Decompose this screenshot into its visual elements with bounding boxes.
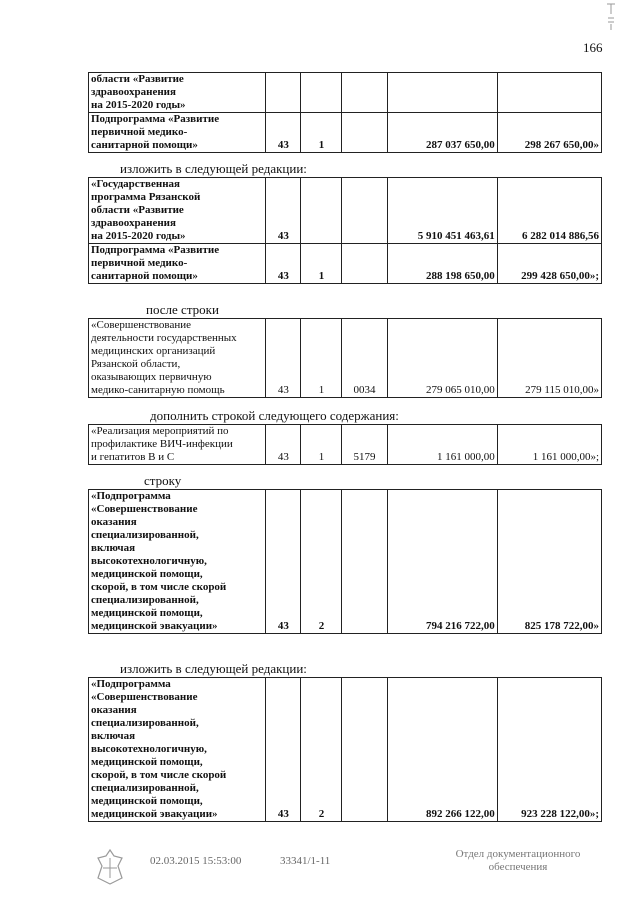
row-name-line: деятельности государственных bbox=[91, 332, 237, 344]
row-name-line: оказания bbox=[91, 704, 137, 716]
row-name-line: Рязанской области, bbox=[91, 358, 181, 370]
row-name-line: специализированной, bbox=[91, 529, 199, 541]
activity-code-cell bbox=[342, 178, 387, 244]
table-row bbox=[89, 425, 602, 465]
row-name-line: специализированной, bbox=[91, 594, 199, 606]
stamp-line: обеспечения bbox=[488, 861, 548, 873]
subprogram-code-cell bbox=[301, 178, 342, 244]
amount-2015-cell: 794 216 722,00 bbox=[387, 490, 497, 634]
amount-2016-cell: 825 178 722,00» bbox=[497, 490, 601, 634]
amount-2015-cell: 892 266 122,00 bbox=[387, 678, 497, 822]
row-name-line: медицинских организаций bbox=[91, 345, 216, 357]
row-name-line: высокотехнологичную, bbox=[91, 743, 207, 755]
budget-table bbox=[88, 489, 602, 634]
row-name-line: оказывающих первичную bbox=[91, 371, 212, 383]
activity-code-cell: 0034 bbox=[342, 319, 387, 398]
budget-table bbox=[88, 677, 602, 822]
ministry-code-cell: 43 bbox=[266, 490, 301, 634]
table-row bbox=[89, 244, 602, 284]
ministry-code-cell: 43 bbox=[266, 113, 301, 153]
budget-table bbox=[88, 177, 602, 284]
amount-2015-cell: 287 037 650,00 bbox=[387, 113, 497, 153]
amount-2015-cell: 5 910 451 463,61 bbox=[387, 178, 497, 244]
emblem-icon bbox=[92, 848, 128, 886]
row-name-line: скорой, в том числе скорой bbox=[91, 769, 227, 781]
subprogram-code-cell: 1 bbox=[301, 319, 342, 398]
row-name-line: медицинской помощи, bbox=[91, 607, 203, 619]
activity-code-cell bbox=[342, 244, 387, 284]
section-caption: строку bbox=[144, 473, 182, 488]
row-name-line: программа Рязанской bbox=[91, 191, 201, 203]
table-row bbox=[89, 678, 602, 822]
amount-2016-cell bbox=[497, 73, 601, 113]
row-name-line: профилактике ВИЧ-инфекции bbox=[91, 438, 233, 450]
subprogram-code-cell: 1 bbox=[301, 425, 342, 465]
corner-stamp-mark bbox=[604, 2, 618, 32]
row-name-line: санитарной помощи» bbox=[91, 139, 198, 151]
row-name-line: здравоохранения bbox=[91, 217, 176, 229]
budget-table bbox=[88, 72, 602, 153]
table-row bbox=[89, 113, 602, 153]
subprogram-code-cell: 1 bbox=[301, 113, 342, 153]
row-name-line: Подпрограмма «Развитие bbox=[91, 113, 220, 125]
row-name-line: специализированной, bbox=[91, 782, 199, 794]
activity-code-cell bbox=[342, 678, 387, 822]
row-name-line: первичной медико- bbox=[91, 257, 188, 269]
row-name-line: медицинской помощи, bbox=[91, 795, 203, 807]
amount-2016-cell: 299 428 650,00»; bbox=[497, 244, 601, 284]
row-name-line: высокотехнологичную, bbox=[91, 555, 207, 567]
row-name-line: медико-санитарную помощь bbox=[91, 384, 225, 396]
page-number: 166 bbox=[583, 40, 603, 55]
row-name-line: области «Развитие bbox=[91, 204, 184, 216]
department-stamp bbox=[418, 848, 618, 874]
row-name-line: включая bbox=[91, 542, 136, 554]
row-name-line: здравоохранения bbox=[91, 86, 176, 98]
row-name-cell bbox=[89, 73, 266, 113]
row-name-line: специализированной, bbox=[91, 717, 199, 729]
row-name-cell bbox=[89, 490, 266, 634]
amount-2015-cell: 279 065 010,00 bbox=[387, 319, 497, 398]
row-name-line: на 2015-2020 годы» bbox=[91, 99, 186, 111]
ministry-code-cell: 43 bbox=[266, 244, 301, 284]
row-name-line: «Подпрограмма bbox=[91, 678, 171, 690]
ministry-code-cell: 43 bbox=[266, 425, 301, 465]
ministry-code-cell bbox=[266, 73, 301, 113]
table-row bbox=[89, 319, 602, 398]
row-name-line: на 2015-2020 годы» bbox=[91, 230, 186, 242]
amount-2016-cell: 279 115 010,00» bbox=[497, 319, 601, 398]
row-name-line: «Реализация мероприятий по bbox=[91, 425, 229, 437]
table-row bbox=[89, 490, 602, 634]
subprogram-code-cell: 2 bbox=[301, 678, 342, 822]
subprogram-code-cell bbox=[301, 73, 342, 113]
subprogram-code-cell: 1 bbox=[301, 244, 342, 284]
budget-table bbox=[88, 318, 602, 398]
row-name-line: включая bbox=[91, 730, 136, 742]
row-name-cell bbox=[89, 319, 266, 398]
row-name-line: медицинской помощи, bbox=[91, 568, 203, 580]
ministry-code-cell: 43 bbox=[266, 678, 301, 822]
row-name-cell bbox=[89, 113, 266, 153]
activity-code-cell bbox=[342, 113, 387, 153]
ministry-code-cell: 43 bbox=[266, 178, 301, 244]
stamp-line: Отдел документационного bbox=[455, 848, 581, 860]
amount-2015-cell bbox=[387, 73, 497, 113]
section-caption: изложить в следующей редакции: bbox=[120, 661, 307, 676]
row-name-cell bbox=[89, 678, 266, 822]
row-name-line: скорой, в том числе скорой bbox=[91, 581, 227, 593]
section-caption: после строки bbox=[146, 302, 219, 317]
row-name-line: «Подпрограмма bbox=[91, 490, 171, 502]
amount-2015-cell: 288 198 650,00 bbox=[387, 244, 497, 284]
row-name-line: медицинской эвакуации» bbox=[91, 808, 218, 820]
row-name-line: «Государственная bbox=[91, 178, 180, 190]
row-name-line: оказания bbox=[91, 516, 137, 528]
row-name-cell bbox=[89, 244, 266, 284]
row-name-line: и гепатитов В и С bbox=[91, 451, 175, 463]
row-name-cell bbox=[89, 425, 266, 465]
row-name-line: «Совершенствование bbox=[91, 503, 198, 515]
amount-2016-cell: 1 161 000,00»; bbox=[497, 425, 601, 465]
row-name-line: санитарной помощи» bbox=[91, 270, 198, 282]
ministry-code-cell: 43 bbox=[266, 319, 301, 398]
row-name-line: области «Развитие bbox=[91, 73, 184, 85]
row-name-line: «Совершенствование bbox=[91, 319, 191, 331]
row-name-line: медицинской помощи, bbox=[91, 756, 203, 768]
activity-code-cell bbox=[342, 73, 387, 113]
footer-timestamp: 02.03.2015 15:53:00 bbox=[150, 855, 242, 867]
activity-code-cell bbox=[342, 490, 387, 634]
row-name-line: первичной медико- bbox=[91, 126, 188, 138]
row-name-cell bbox=[89, 178, 266, 244]
section-caption: изложить в следующей редакции: bbox=[120, 161, 307, 176]
amount-2015-cell: 1 161 000,00 bbox=[387, 425, 497, 465]
budget-table bbox=[88, 424, 602, 465]
row-name-line: медицинской эвакуации» bbox=[91, 620, 218, 632]
subprogram-code-cell: 2 bbox=[301, 490, 342, 634]
table-row bbox=[89, 73, 602, 113]
row-name-line: Подпрограмма «Развитие bbox=[91, 244, 220, 256]
row-name-line: «Совершенствование bbox=[91, 691, 198, 703]
amount-2016-cell: 298 267 650,00» bbox=[497, 113, 601, 153]
activity-code-cell: 5179 bbox=[342, 425, 387, 465]
table-row bbox=[89, 178, 602, 244]
amount-2016-cell: 923 228 122,00»; bbox=[497, 678, 601, 822]
footer-doc-id: 33341/1-11 bbox=[280, 855, 331, 867]
section-caption: дополнить строкой следующего содержания: bbox=[150, 408, 399, 423]
amount-2016-cell: 6 282 014 886,56 bbox=[497, 178, 601, 244]
